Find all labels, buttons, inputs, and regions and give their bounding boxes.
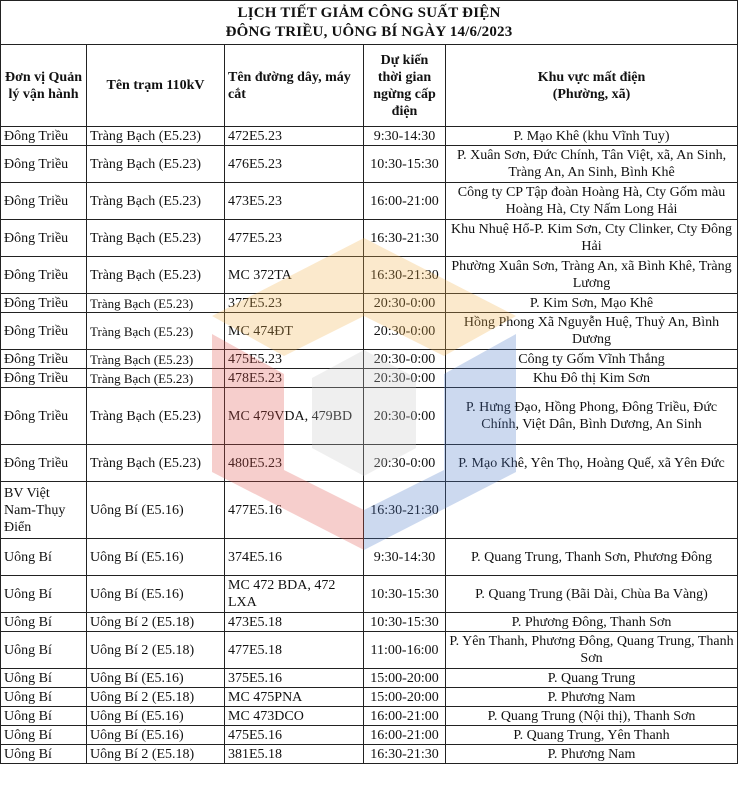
cell-station: Tràng Bạch (E5.23): [87, 313, 225, 350]
cell-line: 476E5.23: [225, 146, 364, 183]
cell-time: 20:30-0:00: [364, 294, 446, 313]
cell-unit: Uông Bí: [1, 726, 87, 745]
table-row: [1, 369, 738, 388]
cell-unit: Uông Bí: [1, 539, 87, 576]
cell-area: P. Quang Trung, Yên Thanh: [446, 726, 738, 745]
cell-unit: Đông Triều: [1, 313, 87, 350]
cell-time: 20:30-0:00: [364, 369, 446, 388]
cell-station: Uông Bí 2 (E5.18): [87, 632, 225, 669]
cell-unit: Uông Bí: [1, 707, 87, 726]
cell-line: 473E5.18: [225, 613, 364, 632]
cell-line: 473E5.23: [225, 183, 364, 220]
cell-station: Uông Bí 2 (E5.18): [87, 688, 225, 707]
cell-unit: Uông Bí: [1, 576, 87, 613]
cell-time: 16:30-21:30: [364, 745, 446, 764]
cell-station: Uông Bí (E5.16): [87, 482, 225, 539]
cell-unit: Uông Bí: [1, 669, 87, 688]
cell-line: MC 475PNA: [225, 688, 364, 707]
cell-area: P. Quang Trung (Bãi Dài, Chùa Ba Vàng): [446, 576, 738, 613]
cell-station: Uông Bí (E5.16): [87, 707, 225, 726]
cell-area: P. Mạo Khê (khu Vĩnh Tuy): [446, 127, 738, 146]
cell-line: 477E5.23: [225, 220, 364, 257]
cell-station: Tràng Bạch (E5.23): [87, 183, 225, 220]
cell-station: Tràng Bạch (E5.23): [87, 220, 225, 257]
cell-time: 16:30-21:30: [364, 220, 446, 257]
header-line: Tên đường dây, máy cắt: [225, 45, 364, 127]
cell-area: P. Yên Thanh, Phương Đông, Quang Trung, Thanh Sơn: [446, 632, 738, 669]
cell-line: 477E5.18: [225, 632, 364, 669]
cell-unit: Đông Triều: [1, 127, 87, 146]
cell-time: 15:00-20:00: [364, 688, 446, 707]
cell-area: P. Quang Trung: [446, 669, 738, 688]
cell-time: 16:00-21:00: [364, 726, 446, 745]
table-row: [1, 257, 738, 294]
cell-station: Uông Bí (E5.16): [87, 576, 225, 613]
cell-line: MC 473DCO: [225, 707, 364, 726]
cell-area: P. Phương Nam: [446, 745, 738, 764]
table-row: [1, 294, 738, 313]
cell-unit: Uông Bí: [1, 688, 87, 707]
cell-station: Tràng Bạch (E5.23): [87, 294, 225, 313]
table-row: [1, 539, 738, 576]
table-row: [1, 350, 738, 369]
cell-station: Uông Bí (E5.16): [87, 669, 225, 688]
cell-station: Uông Bí (E5.16): [87, 726, 225, 745]
cell-time: 16:30-21:30: [364, 482, 446, 539]
header-row: [1, 45, 738, 127]
table-row: [1, 127, 738, 146]
cell-line: 478E5.23: [225, 369, 364, 388]
cell-unit: Đông Triều: [1, 445, 87, 482]
cell-station: Tràng Bạch (E5.23): [87, 257, 225, 294]
table-row: [1, 632, 738, 669]
cell-unit: Đông Triều: [1, 350, 87, 369]
cell-time: 10:30-15:30: [364, 613, 446, 632]
header-area: [446, 45, 738, 127]
cell-station: Tràng Bạch (E5.23): [87, 146, 225, 183]
cell-line: 475E5.23: [225, 350, 364, 369]
cell-station: Uông Bí 2 (E5.18): [87, 745, 225, 764]
cell-unit: Uông Bí: [1, 745, 87, 764]
cell-area: P. Xuân Sơn, Đức Chính, Tân Việt, xã, An Sinh, Tràng An, An Sinh, Bình Khê: [446, 146, 738, 183]
cell-time: 11:00-16:00: [364, 632, 446, 669]
header-area-line-2: (Phường, xã): [552, 86, 631, 102]
table-row: [1, 613, 738, 632]
document-title: [1, 1, 738, 45]
cell-station: Tràng Bạch (E5.23): [87, 350, 225, 369]
cell-line: 477E5.16: [225, 482, 364, 539]
cell-time: 20:30-0:00: [364, 350, 446, 369]
cell-area: P. Quang Trung (Nội thị), Thanh Sơn: [446, 707, 738, 726]
header-unit: Đơn vị Quản lý vận hành: [1, 45, 87, 127]
cell-unit: Đông Triều: [1, 294, 87, 313]
cell-line: 472E5.23: [225, 127, 364, 146]
cell-time: 20:30-0:00: [364, 445, 446, 482]
cell-line: 480E5.23: [225, 445, 364, 482]
cell-time: 20:30-0:00: [364, 313, 446, 350]
table-row: [1, 220, 738, 257]
cell-line: 377E5.23: [225, 294, 364, 313]
cell-area: Hồng Phong Xã Nguyễn Huệ, Thuỷ An, Bình Dương: [446, 313, 738, 350]
table-row: [1, 745, 738, 764]
table-row: [1, 669, 738, 688]
cell-time: 16:30-21:30: [364, 257, 446, 294]
cell-area: P. Kim Sơn, Mạo Khê: [446, 294, 738, 313]
cell-area: [446, 482, 738, 539]
table-body: [1, 127, 738, 764]
cell-line: MC 472 BDA, 472 LXA: [225, 576, 364, 613]
cell-time: 16:00-21:00: [364, 183, 446, 220]
cell-area: Công ty Gốm Vĩnh Thắng: [446, 350, 738, 369]
cell-time: 10:30-15:30: [364, 576, 446, 613]
cell-unit: Uông Bí: [1, 613, 87, 632]
cell-area: P. Phương Đông, Thanh Sơn: [446, 613, 738, 632]
title-row: [1, 1, 738, 45]
cell-area: Khu Nhuệ Hổ-P. Kim Sơn, Cty Clinker, Cty Đông Hải: [446, 220, 738, 257]
cell-unit: Đông Triều: [1, 257, 87, 294]
header-time: Dự kiến thời gian ngừng cấp điện: [364, 45, 446, 127]
table-row: [1, 688, 738, 707]
cell-unit: Đông Triều: [1, 369, 87, 388]
cell-line: MC 372TA: [225, 257, 364, 294]
table-row: [1, 726, 738, 745]
title-line-2: ĐÔNG TRIỀU, UÔNG BÍ NGÀY 14/6/2023: [225, 23, 513, 40]
header-station: Tên trạm 110kV: [87, 45, 225, 127]
cell-line: MC 479VDA, 479BD: [225, 388, 364, 445]
cell-unit: BV Việt Nam-Thụy Điển: [1, 482, 87, 539]
cell-line: 381E5.18: [225, 745, 364, 764]
table-row: [1, 313, 738, 350]
table-row: [1, 445, 738, 482]
cell-station: Tràng Bạch (E5.23): [87, 445, 225, 482]
cell-time: 10:30-15:30: [364, 146, 446, 183]
cell-station: Tràng Bạch (E5.23): [87, 127, 225, 146]
table-row: [1, 707, 738, 726]
cell-time: 9:30-14:30: [364, 127, 446, 146]
cell-station: Uông Bí (E5.16): [87, 539, 225, 576]
cell-time: 9:30-14:30: [364, 539, 446, 576]
cell-station: Uông Bí 2 (E5.18): [87, 613, 225, 632]
cell-line: 475E5.16: [225, 726, 364, 745]
cell-station: Tràng Bạch (E5.23): [87, 369, 225, 388]
cell-time: 16:00-21:00: [364, 707, 446, 726]
cell-unit: Đông Triều: [1, 146, 87, 183]
table-row: [1, 146, 738, 183]
cell-area: P. Hưng Đạo, Hồng Phong, Đông Triều, Đức Chính, Việt Dân, Bình Dương, An Sinh: [446, 388, 738, 445]
cell-unit: Đông Triều: [1, 183, 87, 220]
cell-line: 375E5.16: [225, 669, 364, 688]
cell-area: Khu Đô thị Kim Sơn: [446, 369, 738, 388]
cell-area: P. Mạo Khê, Yên Thọ, Hoàng Quế, xã Yên Đức: [446, 445, 738, 482]
cell-area: Phường Xuân Sơn, Tràng An, xã Bình Khê, Tràng Lương: [446, 257, 738, 294]
table-row: [1, 183, 738, 220]
table-row: [1, 482, 738, 539]
cell-line: MC 474ĐT: [225, 313, 364, 350]
cell-unit: Uông Bí: [1, 632, 87, 669]
cell-line: 374E5.16: [225, 539, 364, 576]
cell-unit: Đông Triều: [1, 220, 87, 257]
cell-area: Công ty CP Tập đoàn Hoàng Hà, Cty Gốm màu Hoàng Hà, Cty Nấm Long Hải: [446, 183, 738, 220]
table-row: [1, 388, 738, 445]
cell-unit: Đông Triều: [1, 388, 87, 445]
cell-area: P. Quang Trung, Thanh Sơn, Phương Đông: [446, 539, 738, 576]
header-area-line-1: Khu vực mất điện: [537, 69, 646, 85]
cell-area: P. Phương Nam: [446, 688, 738, 707]
cell-time: 20:30-0:00: [364, 388, 446, 445]
title-line-1: LỊCH TIẾT GIẢM CÔNG SUẤT ĐIỆN: [237, 4, 501, 21]
cell-station: Tràng Bạch (E5.23): [87, 388, 225, 445]
cell-time: 15:00-20:00: [364, 669, 446, 688]
table-row: [1, 576, 738, 613]
